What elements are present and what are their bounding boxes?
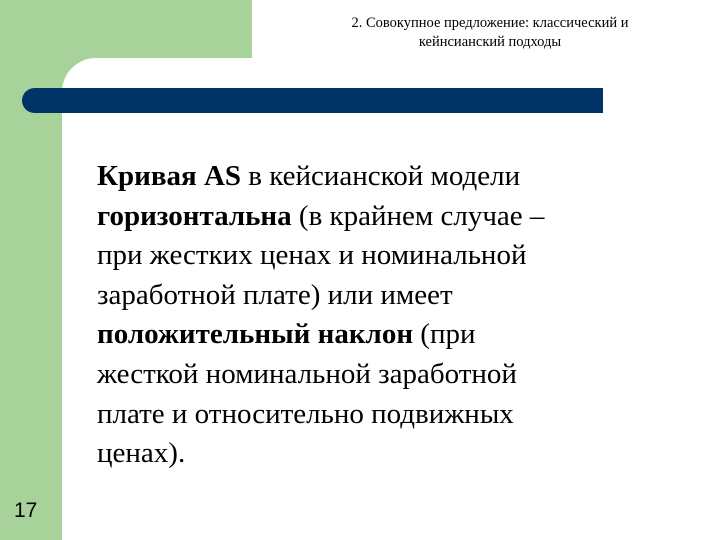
body-line-2 — [97, 197, 697, 237]
term-curve-as: Кривая AS — [97, 160, 242, 192]
body-line-1 — [97, 157, 697, 197]
page-number: 17 — [14, 499, 38, 522]
term-horizontal: горизонтальна — [97, 199, 292, 232]
body-line-8: ценах). — [97, 437, 186, 470]
slide-body-text — [97, 157, 697, 474]
body-line-7: плате и относительно подвижных — [97, 397, 514, 430]
body-line-3: при жестких ценах и номинальной — [97, 239, 527, 272]
body-line-5-text: (при — [413, 318, 476, 351]
slide-title-line-2: кейнсианский подходы — [418, 34, 562, 50]
body-line-5 — [97, 315, 697, 355]
body-line-6: жесткой номинальной заработной — [97, 357, 517, 390]
header-divider-bar — [22, 88, 603, 113]
body-line-2-text: (в крайнем случае – — [291, 199, 545, 232]
body-line-1-text: в кейсианской модели — [241, 160, 521, 192]
body-line-4: заработной плате) или имеет — [97, 278, 453, 311]
term-positive-slope: положительный наклон — [97, 318, 414, 351]
slide-title-line-1: 2. Совокупное предложение: классический и — [351, 15, 629, 31]
slide-title — [280, 14, 700, 52]
